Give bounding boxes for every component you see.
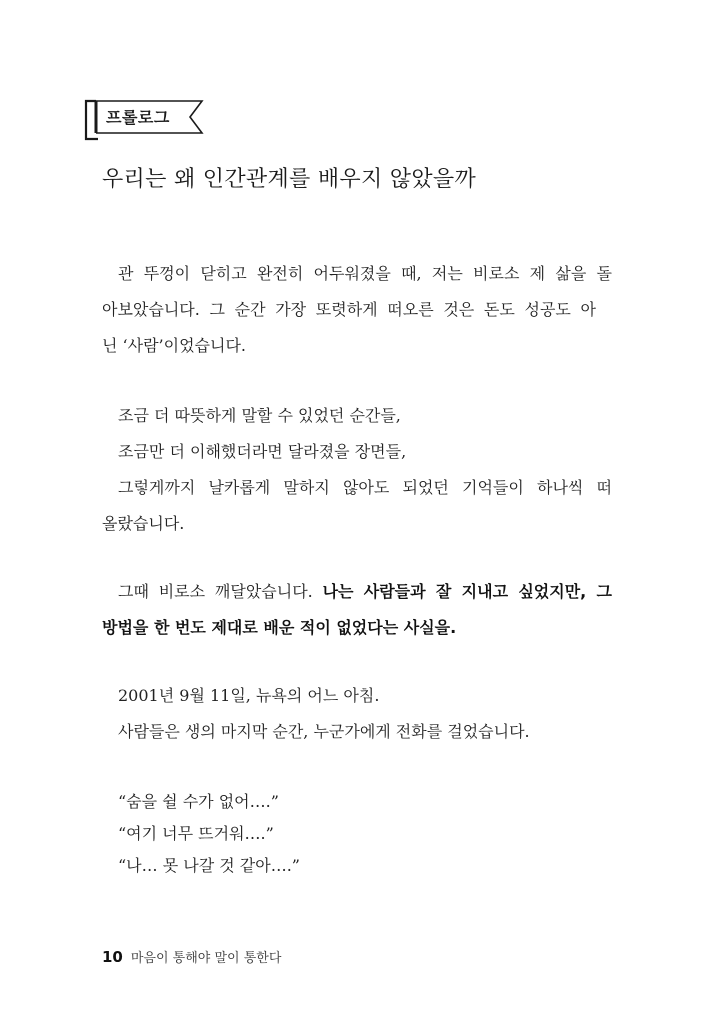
- paragraph-line: 관 뚜껑이 닫히고 완전히 어두워졌을 때, 저는 비로소 제 삶을 돌: [118, 264, 612, 283]
- paragraph-line: 올랐습니다.: [102, 514, 185, 533]
- chapter-label-box: [84, 97, 214, 141]
- paragraph-line: 아보았습니다. 그 순간 가장 또렷하게 떠오른 것은 돈도 성공도 아: [102, 300, 596, 319]
- paragraph-line: 그렇게까지 날카롭게 말하지 않아도 되었던 기억들이 하나씩 떠: [118, 478, 612, 497]
- chapter-label: 프롤로그: [106, 108, 170, 127]
- emphasis-line: 방법을 한 번도 제대로 배운 적이 없었다는 사실을.: [102, 618, 457, 637]
- paragraph-line: [102, 580, 612, 604]
- plain-text: 그때 비로소 깨달았습니다.: [118, 582, 323, 601]
- quote-line: “숨을 쉴 수가 없어….”: [118, 792, 279, 811]
- paragraph-line: 조금 더 따뜻하게 말할 수 있었던 순간들,: [118, 406, 401, 425]
- paragraph-line: 닌 ‘사람’이었습니다.: [102, 336, 246, 355]
- paragraph-line: 조금만 더 이해했더라면 달라졌을 장면들,: [118, 442, 407, 461]
- page-number: 10: [102, 948, 123, 966]
- emphasis-text: 나는 사람들과 잘 지내고 싶었지만, 그: [322, 582, 612, 601]
- running-title: 마음이 통해야 말이 통한다: [130, 951, 282, 966]
- quote-line: “나… 못 나갈 것 같아….”: [118, 856, 300, 875]
- paragraph-line: 2001년 9월 11일, 뉴욕의 어느 아침.: [118, 686, 380, 705]
- quote-line: “여기 너무 뜨거워….”: [118, 824, 274, 843]
- chapter-title: 우리는 왜 인간관계를 배우지 않았을까: [102, 167, 477, 192]
- page-footer: [102, 945, 281, 969]
- paragraph-line: 사람들은 생의 마지막 순간, 누군가에게 전화를 걸었습니다.: [118, 722, 530, 741]
